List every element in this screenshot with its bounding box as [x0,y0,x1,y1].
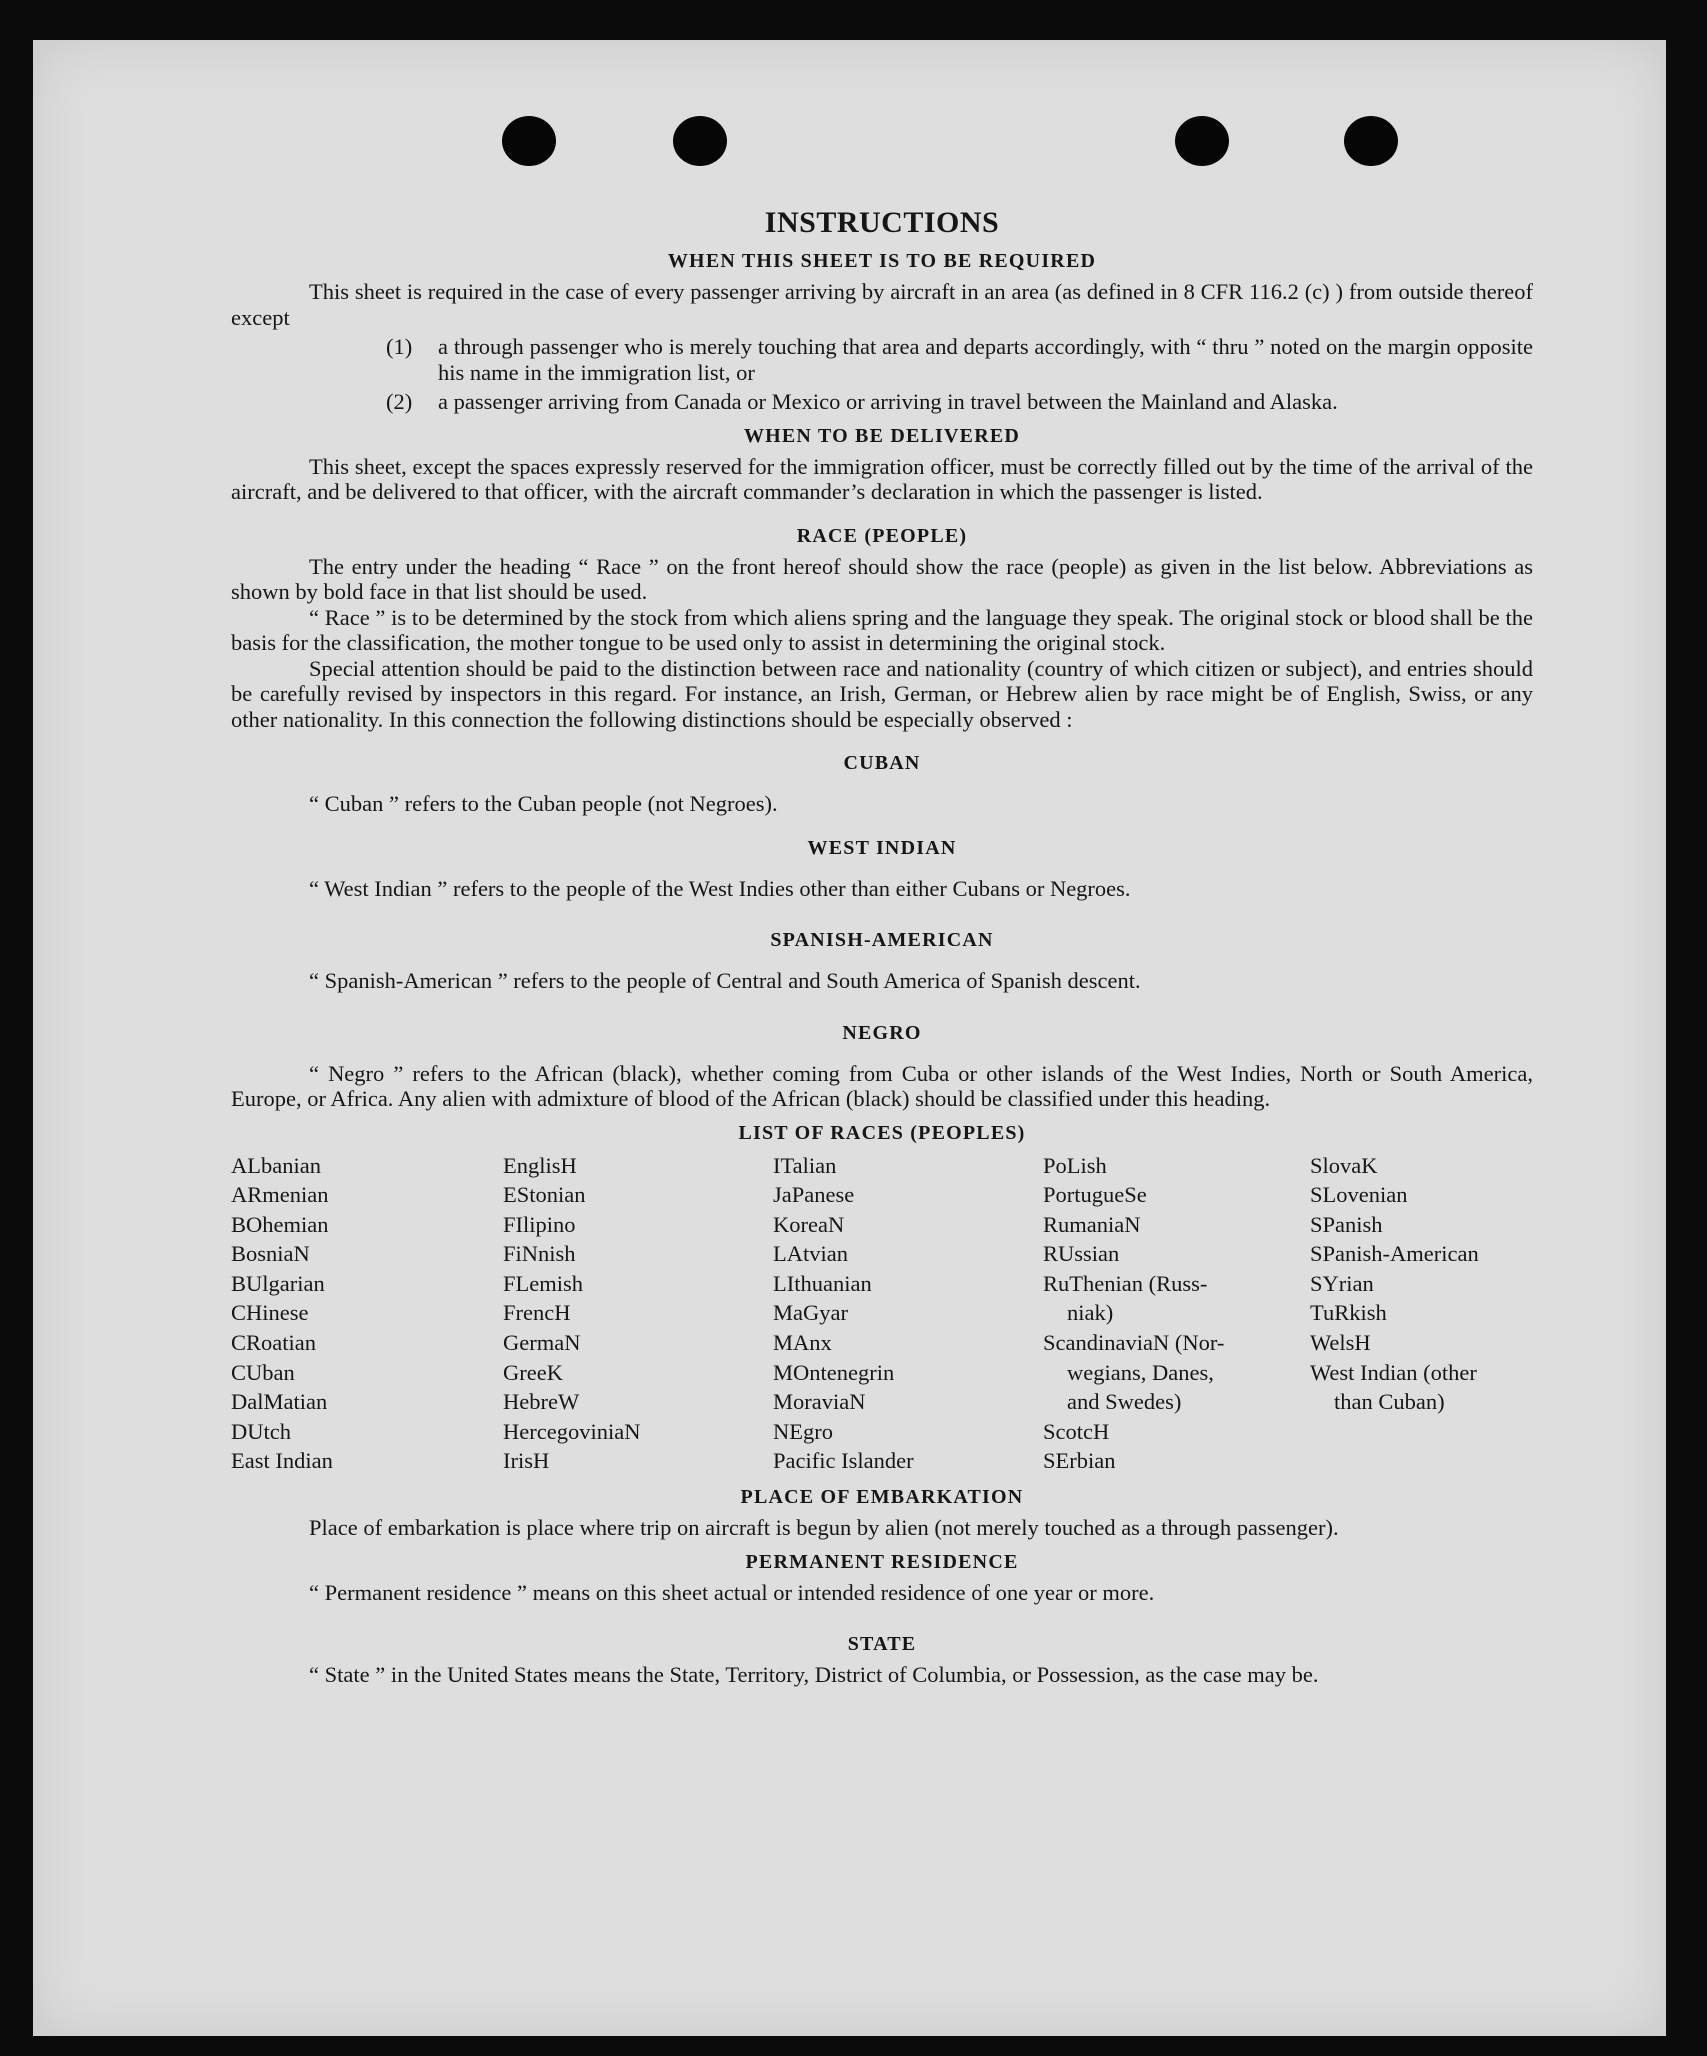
negro-text: “ Negro ” refers to the African (black), whether coming from Cuba or other islands of the West Indies, North or South America, Europe, or Africa. Any alien with admixture of blood of the African (black) should be classified under this heading. [231,1060,1533,1111]
race-entry: CHinese [231,1300,309,1326]
list-item [231,389,1533,415]
permanent-residence-text: “ Permanent residence ” means on this sheet actual or intended residence of one year or more. [309,1579,1155,1605]
heading-spanish-american: SPANISH-AMERICAN [770,929,994,951]
heading-west-indian: WEST INDIAN [807,836,957,859]
race-entry: BOhemian [231,1211,329,1237]
race-entry: PortugueSe [1043,1182,1147,1208]
race-entry: PoLish [1043,1152,1107,1178]
when-delivered-text: This sheet, except the spaces expressly reserved for the immigration officer, must be correctly filled out by the time of the arrival of the aircraft, and be delivered to that officer, with the aircraft commander’s declaration in which the passenger is listed. [231,453,1533,504]
spanish-american-text: “ Spanish-American ” refers to the people of Central and South America of Spanish descent. [309,968,1141,993]
west-indian-text: “ West Indian ” refers to the people of the West Indies other than either Cubans or Negroes. [309,875,1131,901]
list-text: a passenger arriving from Canada or Mexico or arriving in travel between the Mainland and Alaska. [438,389,1338,414]
heading-list-of-races: LIST OF RACES (PEOPLES) [738,1121,1026,1144]
race-entry: MaGyar [773,1300,848,1326]
punch-hole [502,116,556,166]
race-entry: RuThenian (Russ- [1043,1270,1208,1296]
heading-when-delivered: WHEN TO BE DELIVERED [743,424,1021,447]
punch-hole [1175,116,1229,166]
race-entry: TuRkish [1310,1300,1387,1326]
heading-permanent-residence: PERMANENT RESIDENCE [745,1550,1019,1573]
race-entry: ARmenian [231,1182,329,1208]
race-entry: FiNnish [503,1241,576,1267]
race-entry: MAnx [773,1330,832,1356]
race-entry: FLemish [503,1270,584,1296]
punch-hole [1344,116,1398,166]
heading-place-of-embarkation: PLACE OF EMBARKATION [740,1486,1024,1509]
race-entry: HercegoviniaN [503,1418,641,1444]
race-paragraph-2: “ Race ” is to be determined by the stock from which aliens spring and the language they speak. The original stock or blood shall be the basis for the classification, the mother tongue to be used only to assist in determining the original stock. [231,604,1533,655]
race-entry: ScandinaviaN (Nor- [1043,1330,1225,1356]
place-of-embarkation-text: Place of embarkation is place where trip on aircraft is begun by alien (not merely touched as a through passenger). [309,1515,1339,1541]
race-entry: West Indian (other [1310,1359,1477,1385]
race-entry: GermaN [503,1330,581,1356]
race-entry: EnglisH [503,1152,577,1178]
race-entry: SLovenian [1310,1182,1408,1208]
race-entry: RUssian [1043,1241,1120,1267]
race-entry: FrencH [503,1300,571,1326]
race-entry: CRoatian [231,1330,316,1356]
page-title: INSTRUCTIONS [764,206,1000,239]
race-entry: DalMatian [231,1389,328,1415]
races-column-3 [773,1151,1043,1477]
when-required-intro: This sheet is required in the case of every passenger arriving by aircraft in an area (as defined in 8 CFR 116.2 (c) ) from outside thereof except [231,279,1533,330]
race-entry: HebreW [503,1389,580,1415]
race-paragraph-3: Special attention should be paid to the distinction between race and nationality (country of which citizen or subject), and entries should be carefully revised by inspectors in this regard. For instance, an Irish, German, or Hebrew alien by race might be of English, Swiss, or any other nationality. In this connection the following distinctions should be especially observed : [231,655,1533,732]
race-entry: ALbanian [231,1152,321,1178]
race-entry: niak) [1067,1300,1114,1326]
race-entry: ScotcH [1043,1418,1110,1444]
race-entry: SlovaK [1310,1152,1378,1178]
race-entry: SErbian [1043,1448,1116,1474]
race-entry: WelsH [1310,1330,1371,1356]
race-entry: East Indian [231,1448,333,1474]
race-entry: LIthuanian [773,1270,872,1296]
race-entry: SPanish [1310,1211,1383,1237]
race-entry: KoreaN [773,1211,845,1237]
races-column-5 [1310,1151,1533,1477]
document-sheet [33,40,1666,2036]
race-entry: RumaniaN [1043,1211,1141,1237]
instructions-content [231,202,1533,1688]
race-entry: JaPanese [773,1182,855,1208]
races-column-1 [231,1151,503,1477]
race-entry: EStonian [503,1182,586,1208]
heading-when-required: WHEN THIS SHEET IS TO BE REQUIRED [667,250,1097,272]
race-entry: wegians, Danes, [1067,1359,1214,1385]
race-entry: and Swedes) [1067,1389,1182,1415]
races-column-4 [1043,1151,1310,1477]
list-item [231,334,1533,385]
heading-race: RACE (PEOPLE) [796,524,968,547]
race-entry: MoraviaN [773,1389,866,1415]
race-entry: GreeK [503,1359,563,1385]
race-entry: SYrian [1310,1270,1374,1296]
punch-hole [673,116,727,166]
race-entry: SPanish-American [1310,1241,1479,1267]
race-entry: BosniaN [231,1241,310,1267]
cuban-text: “ Cuban ” refers to the Cuban people (not Negroes). [309,791,778,816]
race-entry: ITalian [773,1152,837,1178]
races-column-2 [503,1151,773,1477]
heading-state: STATE [847,1633,917,1656]
race-entry: FIlipino [503,1211,576,1237]
race-entry: DUtch [231,1418,291,1444]
list-number: (2) [386,389,413,414]
race-entry: IrisH [503,1448,550,1474]
state-text: “ State ” in the United States means the State, Territory, District of Columbia, or Possession, as the case may be. [309,1662,1319,1688]
race-entry: CUban [231,1359,295,1385]
list-text: a through passenger who is merely touching that area and departs accordingly, with “ thru ” noted on the margin opposite his name in the immigration list, or [438,334,1533,385]
race-entry: than Cuban) [1334,1389,1445,1415]
list-number: (1) [386,334,413,359]
race-entry: Pacific Islander [773,1448,914,1474]
heading-cuban: CUBAN [843,752,921,774]
race-entry: BUlgarian [231,1270,325,1296]
heading-negro: NEGRO [842,1021,922,1044]
race-entry: LAtvian [773,1241,848,1267]
race-entry: NEgro [773,1418,833,1444]
race-entry: MOntenegrin [773,1359,895,1385]
race-paragraph-1: The entry under the heading “ Race ” on the front hereof should show the race (people) as given in the list below. Abbreviations as shown by bold face in that list should be used. [231,553,1533,604]
races-table [231,1151,1533,1477]
